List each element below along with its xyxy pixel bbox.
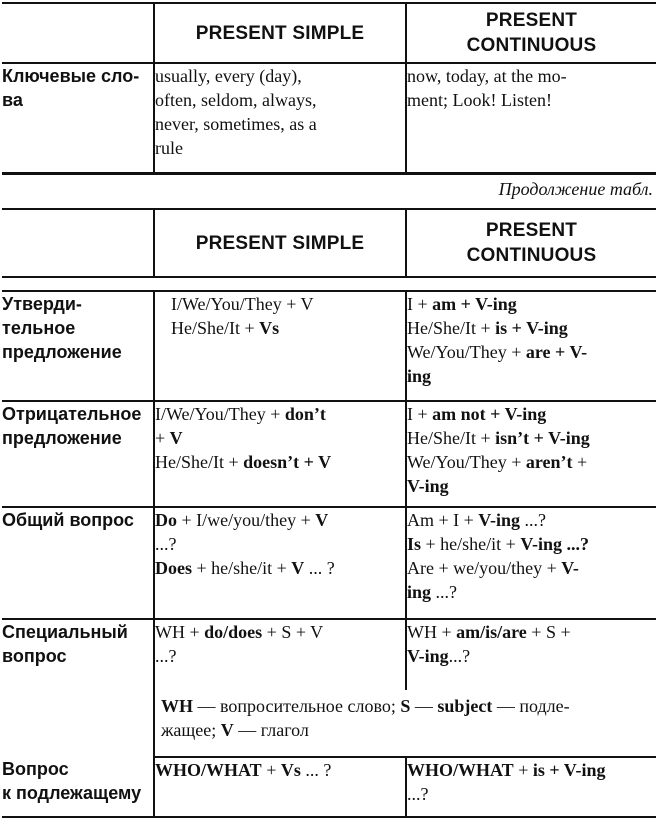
grammar-table-main — [2, 208, 656, 818]
text-line — [407, 644, 656, 668]
bold-run: S — [400, 696, 411, 716]
text-line — [407, 402, 656, 426]
label-line: вопрос — [2, 646, 67, 666]
text-line: never, sometimes, as a — [155, 114, 317, 134]
bold-run: Do — [155, 510, 177, 530]
table-row-affirmative — [2, 291, 656, 401]
text-line — [407, 508, 656, 532]
cell-affirmative-continuous — [406, 291, 656, 401]
bold-run: am/is/are — [456, 622, 527, 642]
bold-run: aren’t — [525, 452, 573, 472]
bold-run: V — [315, 510, 329, 530]
text-line — [161, 718, 650, 742]
text-line: rule — [155, 138, 183, 158]
text-line — [407, 580, 656, 604]
bold-run: + V-ing — [456, 294, 517, 314]
bold-run: Vs — [280, 760, 301, 780]
bold-run: + V-ing — [507, 318, 568, 338]
bold-run: V-ing — [478, 510, 520, 530]
label-line: предложение — [2, 428, 122, 448]
text-run: + he/she/it + — [192, 558, 292, 578]
bold-run: isn’t + V-ing — [495, 428, 590, 448]
text-line — [155, 402, 405, 426]
bold-run: is — [495, 318, 508, 338]
label-line: Утверди- — [2, 294, 82, 314]
text-run: We/You/They + — [407, 452, 526, 472]
bold-run: V-ing ...? — [520, 534, 589, 554]
text-line — [155, 620, 405, 644]
bold-run: Vs — [259, 318, 280, 338]
bold-run: ing — [407, 366, 432, 386]
label-line: Вопрос — [2, 759, 69, 779]
table-row-general-question — [2, 507, 656, 619]
text-run: + — [155, 428, 170, 448]
text-run: + — [572, 452, 588, 472]
header-line: PRESENT — [485, 220, 578, 241]
text-run: I + — [407, 294, 433, 314]
text-run: + — [513, 760, 533, 780]
bold-run: V — [291, 558, 305, 578]
label-line: Специальный — [2, 622, 128, 642]
label-line: Отрицательное — [2, 404, 142, 424]
text-line: I/We/You/They + V — [171, 294, 314, 314]
text-line — [171, 316, 405, 340]
text-line — [407, 292, 656, 316]
text-line — [407, 364, 656, 388]
text-line — [155, 426, 405, 450]
text-line: ...? — [407, 784, 429, 804]
label-line: к подлежащему — [2, 783, 142, 803]
bold-run: am — [432, 294, 457, 314]
bold-run: V-ing — [407, 476, 449, 496]
bold-run: V-ing — [407, 646, 449, 666]
table-row-negative — [2, 401, 656, 507]
gap-cell — [2, 277, 154, 291]
text-line — [407, 758, 656, 782]
text-line: ment; Look! Listen! — [407, 90, 552, 110]
cell-affirmative-simple — [154, 291, 406, 401]
text-run: Am + I + — [407, 510, 479, 530]
header-line: CONTINUOUS — [466, 35, 597, 56]
text-run: I/We/You/They + — [155, 404, 285, 424]
text-run: + I/we/you/they + — [177, 510, 316, 530]
table-header-row — [2, 209, 656, 277]
text-run: He/She/It + — [407, 428, 496, 448]
gap-cell — [154, 277, 406, 291]
grammar-table-top — [2, 2, 656, 175]
text-run: + S + — [526, 622, 571, 642]
text-line: often, seldom, always, — [155, 90, 317, 110]
text-run: — глагол — [233, 720, 309, 740]
continuation-note: Продолжение табл. — [498, 179, 653, 199]
text-line — [407, 620, 656, 644]
text-line — [407, 474, 656, 498]
table-row-keywords — [2, 63, 656, 174]
text-run: ...? — [431, 582, 458, 602]
text-line: ...? — [155, 646, 177, 666]
cell-general-continuous — [406, 507, 656, 619]
bold-run: don’t — [284, 404, 326, 424]
text-line — [155, 758, 405, 782]
text-line — [155, 508, 405, 532]
text-line — [407, 450, 656, 474]
text-line: ...? — [155, 534, 177, 554]
label-line: ва — [2, 90, 23, 110]
row-label-negative — [2, 401, 154, 507]
cell-subject-simple — [154, 757, 406, 817]
row-label-affirmative — [2, 291, 154, 401]
text-line — [407, 426, 656, 450]
header-present-simple: PRESENT SIMPLE — [154, 209, 406, 277]
text-run: We/You/They + — [407, 342, 526, 362]
header-empty-cell — [2, 3, 154, 63]
cell-special-simple — [154, 619, 406, 690]
text-line — [161, 694, 650, 718]
row-label-subject-question — [2, 757, 154, 817]
label-line: предложение — [2, 342, 122, 362]
text-line: usually, every (day), — [155, 66, 302, 86]
header-empty-cell — [2, 209, 154, 277]
label-line: тельное — [2, 318, 76, 338]
header-present-continuous — [406, 209, 656, 277]
bold-run: are + V- — [525, 342, 588, 362]
text-run: He/She/It + — [155, 452, 244, 472]
text-run: ...? — [519, 510, 546, 530]
bold-run: doesn’t + V — [243, 452, 332, 472]
table-header-row — [2, 3, 656, 63]
cell-negative-simple — [154, 401, 406, 507]
text-run: жащее; — [161, 720, 221, 740]
text-run: I + — [407, 404, 433, 424]
bold-run: is + V-ing — [532, 760, 606, 780]
label-line: Общий вопрос — [2, 510, 134, 530]
text-run: + S + V — [262, 622, 324, 642]
cell-special-continuous — [406, 619, 656, 690]
bold-run: am not + V-ing — [432, 404, 547, 424]
bold-run: subject — [437, 696, 493, 716]
text-run: — вопросительное слово; — [193, 696, 401, 716]
text-run: He/She/It + — [171, 318, 260, 338]
row-label-keywords — [2, 63, 154, 174]
bold-run: WH — [161, 696, 194, 716]
bold-run: V — [220, 720, 234, 740]
header-present-simple: PRESENT SIMPLE — [154, 3, 406, 63]
text-run: + — [261, 760, 281, 780]
gap-cell — [406, 277, 656, 291]
bold-run: WHO/WHAT — [407, 760, 514, 780]
row-label-general-question — [2, 507, 154, 619]
label-line: Ключевые сло- — [2, 66, 140, 86]
bold-run: V- — [561, 558, 579, 578]
cell-keywords-simple — [154, 63, 406, 174]
header-line: CONTINUOUS — [466, 245, 597, 266]
text-line — [407, 316, 656, 340]
text-run: WH + — [407, 622, 457, 642]
bold-run: WHO/WHAT — [155, 760, 262, 780]
bold-run: do/does — [204, 622, 263, 642]
text-line — [155, 556, 405, 580]
header-present-continuous — [406, 3, 656, 63]
bold-run: V — [169, 428, 183, 448]
table-row-subject-question — [2, 757, 656, 817]
text-line — [407, 556, 656, 580]
cell-general-simple — [154, 507, 406, 619]
text-run: + he/she/it + — [421, 534, 521, 554]
row-label-special-question — [2, 619, 154, 757]
cell-special-note — [154, 690, 656, 757]
text-run: ... ? — [300, 760, 332, 780]
text-run: ...? — [448, 646, 471, 666]
text-line — [407, 340, 656, 364]
text-run: ... ? — [304, 558, 335, 578]
cell-subject-continuous — [406, 757, 656, 817]
text-run: WH + — [155, 622, 205, 642]
bold-run: ing — [407, 582, 432, 602]
table-row-special-question — [2, 619, 656, 690]
text-line: now, today, at the mo- — [407, 66, 567, 86]
text-line — [155, 450, 405, 474]
cell-keywords-continuous — [406, 63, 656, 174]
bold-run: Is — [407, 534, 422, 554]
text-run: — — [410, 696, 438, 716]
text-run: — подле- — [492, 696, 570, 716]
text-run: He/She/It + — [407, 318, 496, 338]
table-gap-row — [2, 277, 656, 291]
text-line — [407, 532, 656, 556]
header-line: PRESENT — [485, 10, 578, 31]
bold-run: Does — [155, 558, 192, 578]
cell-negative-continuous — [406, 401, 656, 507]
text-run: Are + we/you/they + — [407, 558, 562, 578]
